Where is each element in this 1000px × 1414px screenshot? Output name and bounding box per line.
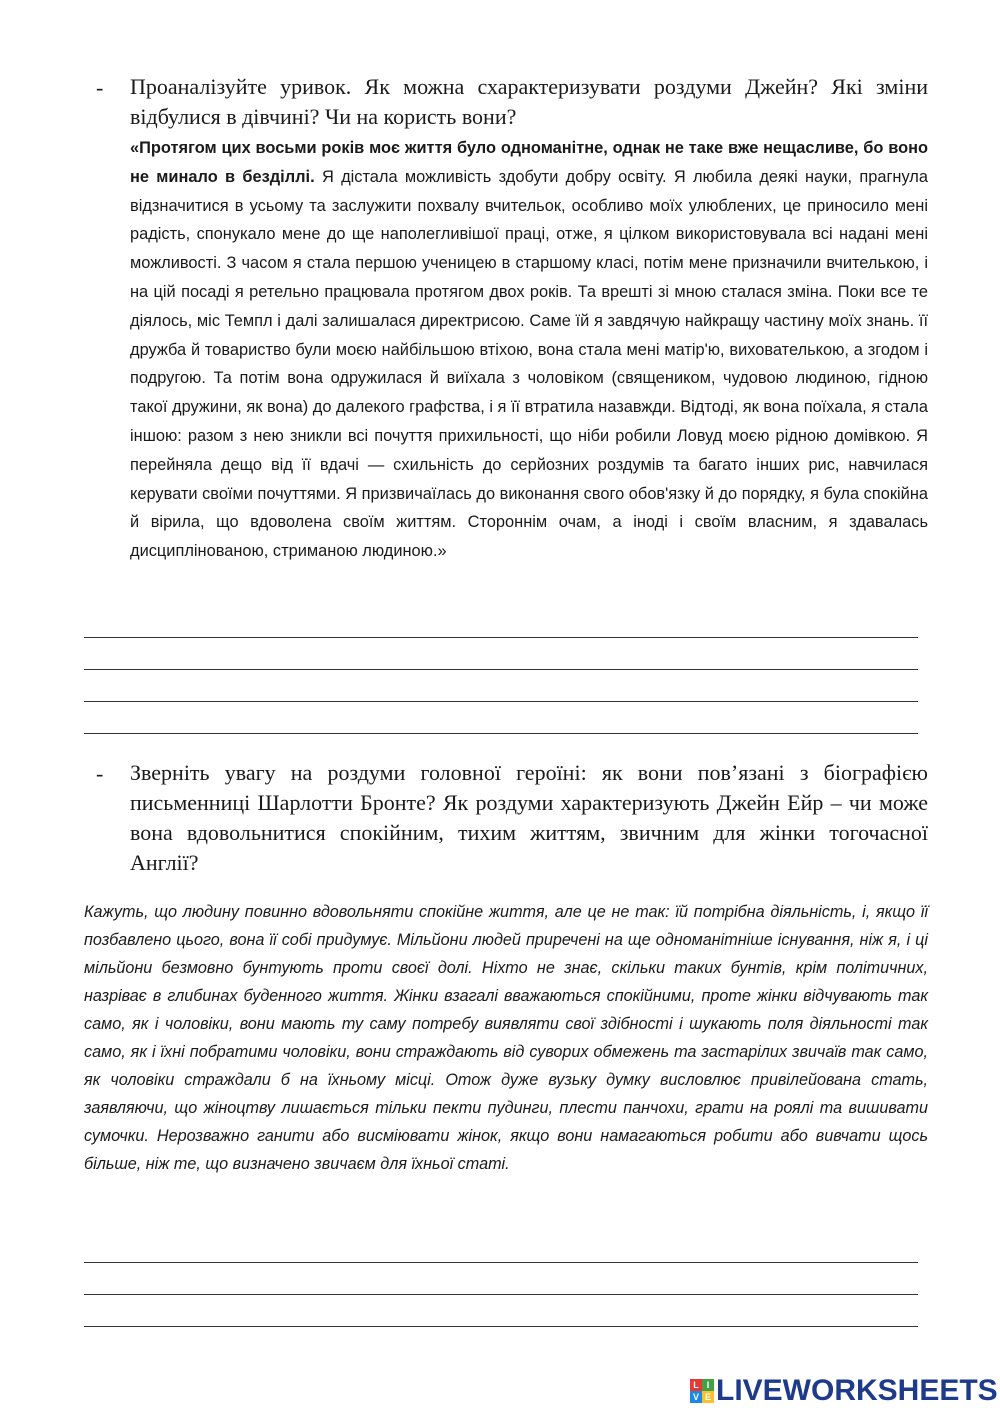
logo-text: LIVEWORKSHEETS [716, 1374, 998, 1407]
logo-mark-letter: V [690, 1391, 702, 1403]
logo-mark-letter: I [702, 1379, 714, 1391]
logo-mark-letter: L [690, 1379, 702, 1391]
quote-body: Я дістала можливість здобути добру освіту. Я любила деякі науки, прагнула відзначитися в усьому та заслужити похвалу вчительок, особливо моїх улюблених, це приносило мені радість, спонукало мене до ще наполегливішої праці, отже, я цілком використовувала всі надані мені можливості. З часом я стала першою ученицею в старшому класі, потім мене призначили вчителькою, і на цій посаді я ретельно працювала протягом двох років. Та врешті зі мною сталася зміна. Поки все те діялось, міс Темпл і далі залишалася директрисою. Саме їй я завдячую найкращу частину моїх знань. її дружба й товариство були моєю найбільшою втіхою, вона стала мені матір'ю, вихователькою, а згодом і подругою. Та потім вона одружилася й виїхала з чоловіком (священиком, чудовою людиною, гідною такої дружини, як вона) до далекого графства, і я її втратила назавжди. Відтоді, як вона поїхала, я стала іншою: разом з нею зникли всі почуття прихильності, що ніби робили Ловуд моєю рідною домівкою. Я перейняла дещо від її вдачі — схильність до серйозних роздумів та багато інших рис, навчилася керувати своїми почуттями. Я призвичаїлась до виконання свого обов'язку й до порядку, я була спокійна й вірила, що вдоволена своїм життям. Стороннім очам, а іноді і своїм власним, я здавалась дисциплінованою, стриманою людиною.» [130, 167, 928, 561]
question-1: Проаналізуйте уривок. Як можна схарактеризувати роздуми Джейн? Які зміни відбулися в дівчині? Чи на користь вони? [130, 74, 928, 129]
question-2: Зверніть увагу на роздуми головної героїні: як вони пов’язані з біографією письменниці Шарлотти Бронте? Як роздуми характеризують Джейн Ейр – чи може вона вдовольнитися спокійним, тихим життям, звичним для жінки тогочасної Англії? [130, 760, 928, 875]
liveworksheets-logo [690, 1374, 998, 1408]
italic-excerpt: Кажуть, що людину повинно вдовольняти спокійне життя, але це не так: їй потрібна діяльність, і, якщо її позбавлено цього, вона її собі придумує. Мільйони людей приречені на ще одноманітніше існування, ніж я, і ці мільйони безмовно бунтують проти своєї долі. Ніхто не знає, скільки таких бунтів, крім політичних, назріває в глибинах буденного життя. Жінки взагалі вважаються спокійними, проте жінки відчувають так само, як і чоловіки, вони мають ту саму потребу виявляти свої здібності і шукають поля діяльності так само, як і їхні побратими чоловіки, вони страждають від суворих обмежень та застарілих звичаїв так само, як чоловіки страждали б на їхньому місці. Отож дуже вузьку думку висловлює привілейована стать, заявляючи, що жіноцтву лишається тільки пекти пудинги, плести панчохи, грати на роялі та вишивати сумочки. Нерозважно ганити або висміювати жінок, якщо вони намагаються робити або вивчати щось більше, ніж те, що визначено звичаєм для їхньої статі. [84, 903, 928, 1173]
answer-line[interactable] [84, 1294, 918, 1295]
answer-line[interactable] [84, 701, 918, 702]
answer-line[interactable] [84, 637, 918, 638]
answer-line[interactable] [84, 669, 918, 670]
answer-line[interactable] [84, 1262, 918, 1263]
logo-mark-icon [690, 1379, 714, 1403]
quote-excerpt [130, 134, 928, 566]
bullet-dash-1: - [96, 75, 104, 100]
bullet-dash-2: - [96, 761, 104, 786]
quote-bold-opening: «Протягом цих восьми років моє життя було одноманітне, однак не таке вже нещасливе, бо воно не минало в безділлі. [130, 139, 928, 186]
answer-line[interactable] [84, 733, 918, 734]
answer-line[interactable] [84, 1326, 918, 1327]
logo-mark-letter: E [702, 1391, 714, 1403]
